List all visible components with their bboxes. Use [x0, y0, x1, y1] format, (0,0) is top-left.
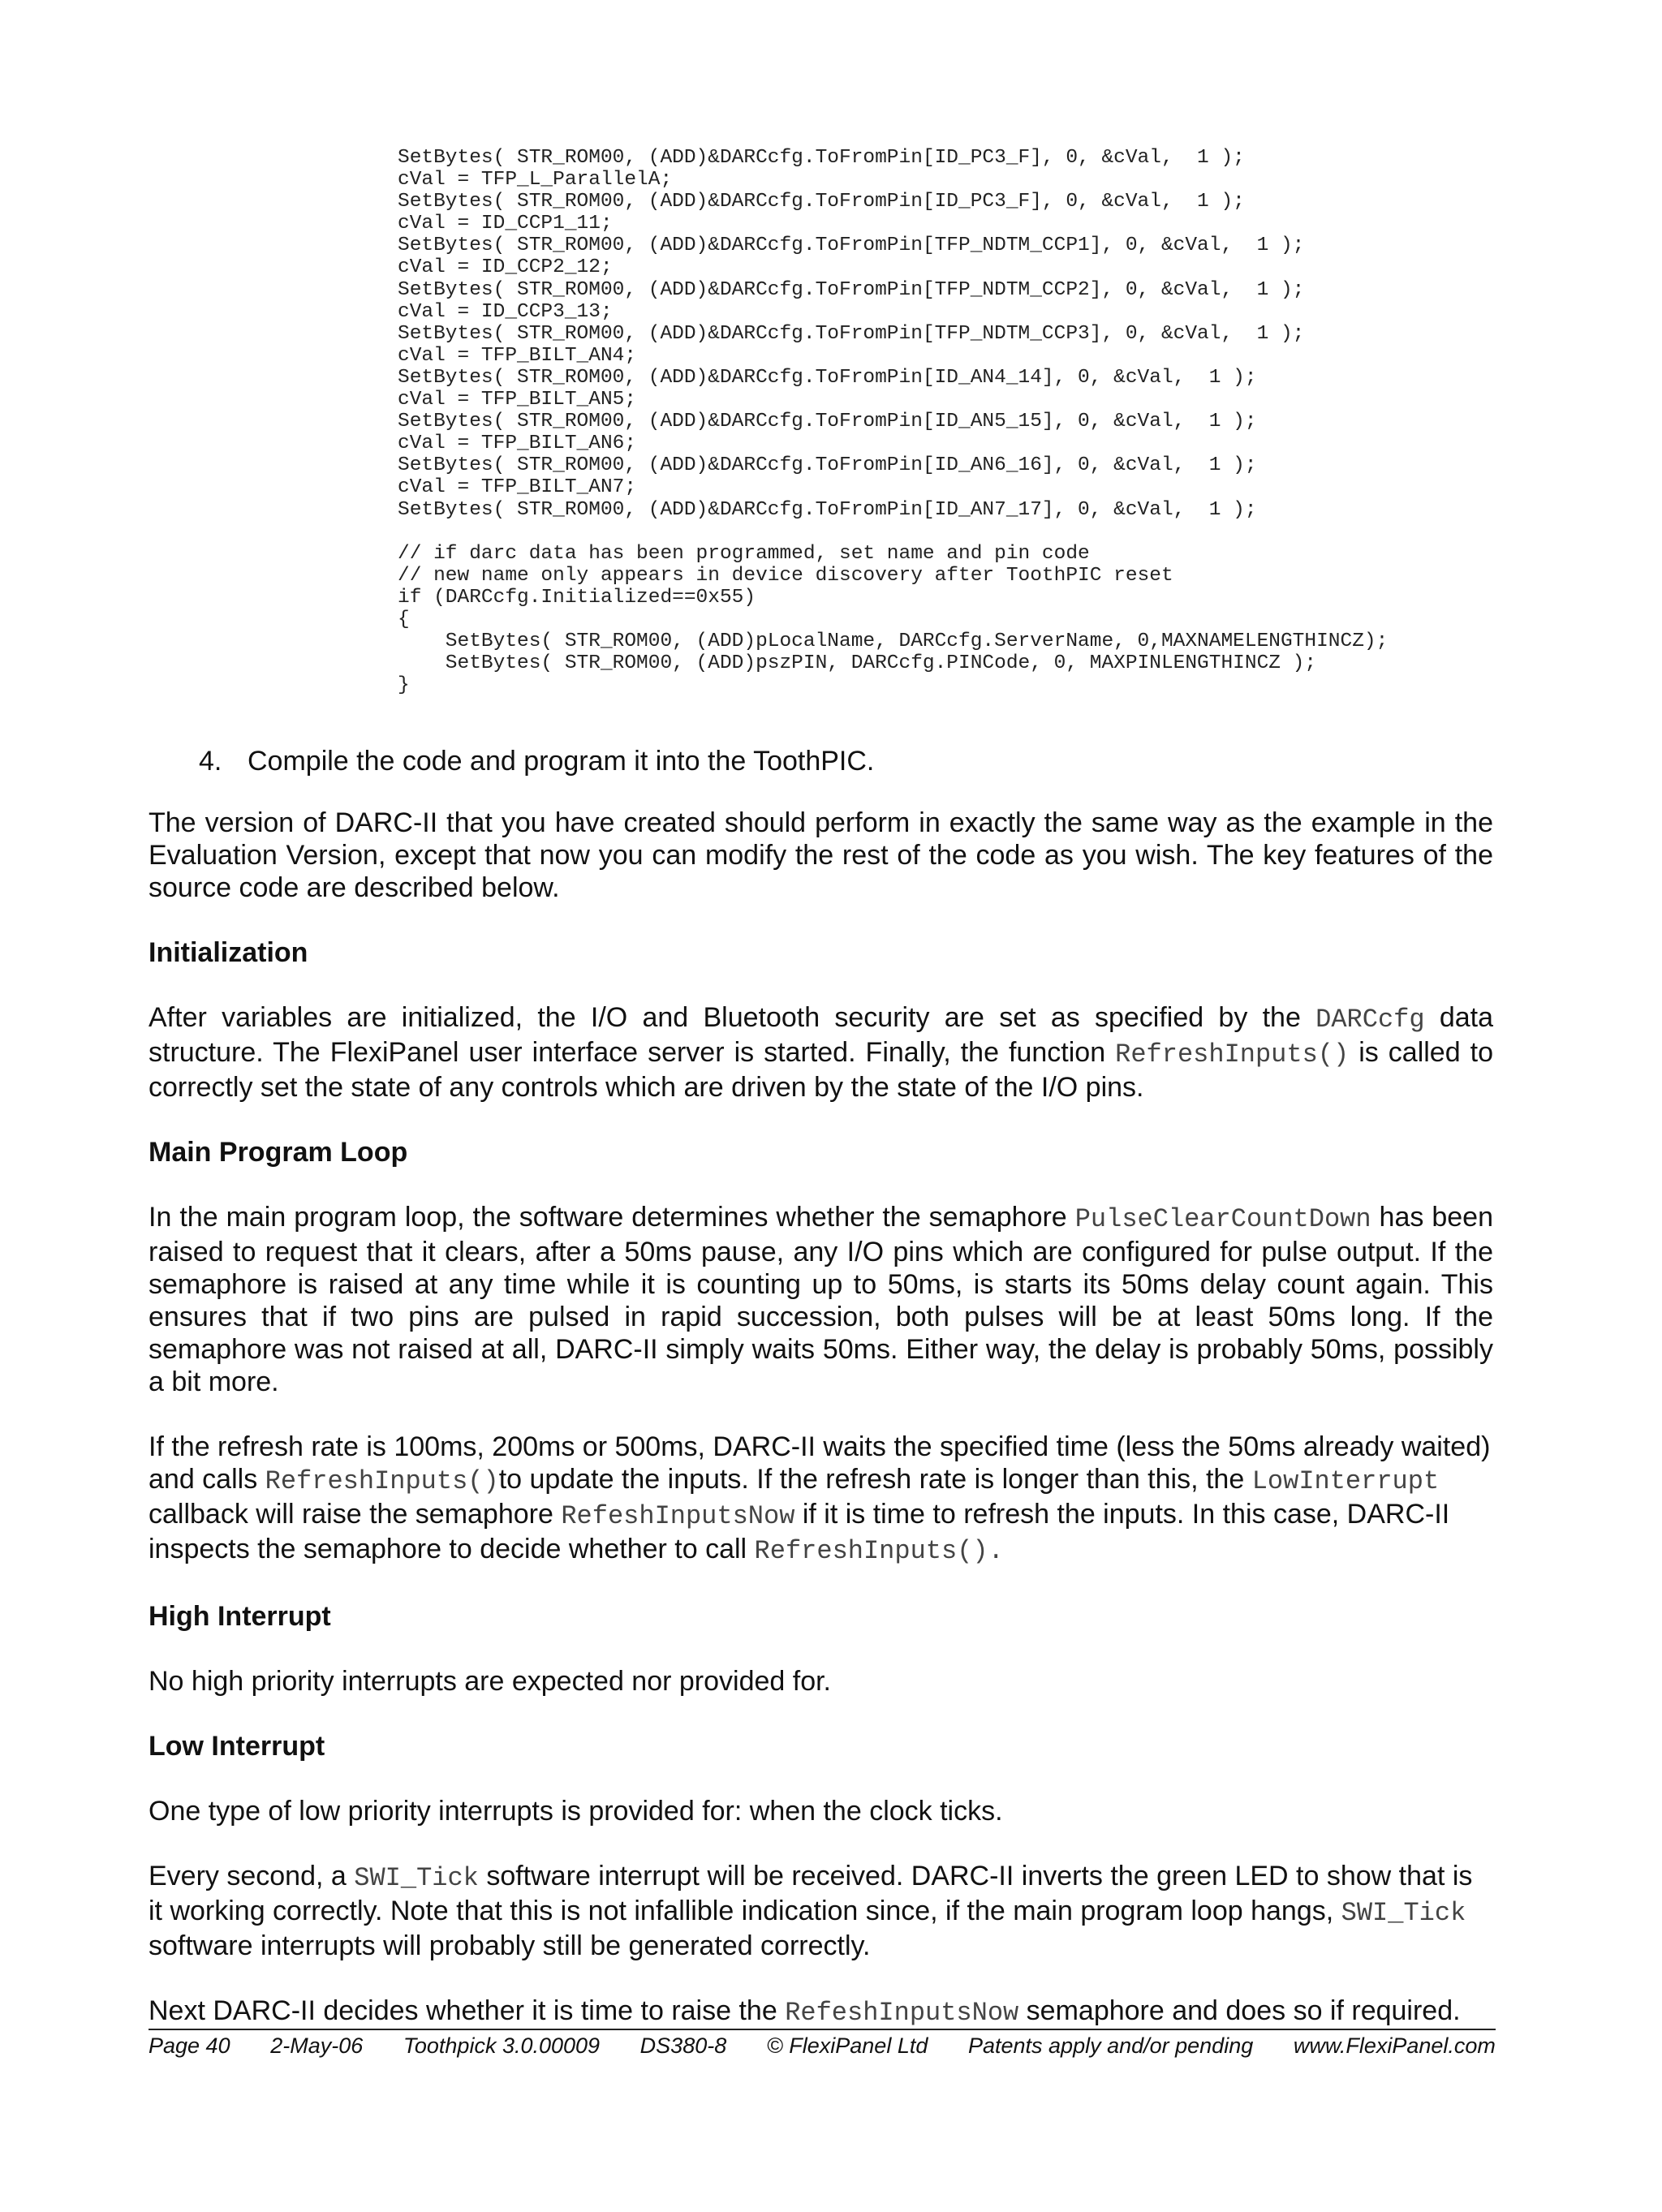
heading-low-interrupt: Low Interrupt [149, 1731, 325, 1762]
footer-page-number: Page 40 [149, 2033, 230, 2058]
footer-product: Toothpick 3.0.00009 [403, 2033, 601, 2058]
code-ref: RefreshInputs(). [754, 1536, 1004, 1566]
step-number: 4. [199, 746, 222, 777]
code-line: } [398, 674, 410, 697]
code-line: cVal = TFP_BILT_AN7; [398, 476, 637, 499]
body-text [149, 807, 1493, 2062]
code-ref: PulseClearCountDown [1074, 1204, 1371, 1234]
initialization-paragraph: After variables are initialized, the I/O and Bluetooth security are set as specified by the DARCcfg data structure. The FlexiPanel user interface server is started. Finally, the function RefreshInputs() is called to correctly set the state of any controls which are driven by the state of the I/O pins. [149, 1002, 1493, 1103]
code-line: cVal = TFP_BILT_AN6; [398, 433, 637, 455]
footer-copyright: © FlexiPanel Ltd [766, 2033, 928, 2058]
intro-paragraph: The version of DARC-II that you have created should perform in exactly the same way as the example in the Evaluation Version, except that now you can modify the rest of the code as you wish. The key features of the source code are described below. [149, 807, 1493, 903]
low-interrupt-paragraph-2: Every second, a SWI_Tick software interrupt will be received. DARC-II inverts the green LED to show that is it working correctly. Note that this is not infallible indication since, if the main program loop hangs, SWI_Tick software interrupts will probably still be generated correctly. [149, 1861, 1473, 1961]
code-line: if (DARCcfg.Initialized==0x55) [398, 586, 756, 609]
code-line: cVal = ID_CCP3_13; [398, 300, 613, 323]
code-line: SetBytes( STR_ROM00, (ADD)&DARCcfg.ToFromPin[ID_AN6_16], 0, &cVal, 1 ); [398, 454, 1257, 477]
step-text: Compile the code and program it into the ToothPIC. [248, 746, 875, 777]
code-line: SetBytes( STR_ROM00, (ADD)&DARCcfg.ToFromPin[ID_AN5_15], 0, &cVal, 1 ); [398, 411, 1257, 433]
footer-website: www.FlexiPanel.com [1293, 2033, 1496, 2058]
code-listing [398, 147, 1388, 696]
code-ref: DARCcfg [1315, 1005, 1425, 1035]
heading-initialization: Initialization [149, 937, 308, 968]
code-ref: SWI_Tick [354, 1863, 479, 1893]
code-line: cVal = TFP_BILT_AN4; [398, 344, 637, 367]
low-interrupt-paragraph-3: Next DARC-II decides whether it is time to raise the RefeshInputsNow semaphore and does so if required. [149, 1995, 1461, 2028]
code-line: { [398, 608, 410, 630]
code-line: cVal = TFP_L_ParallelA; [398, 169, 673, 192]
main-loop-paragraph-2: If the refresh rate is 100ms, 200ms or 500ms, DARC-II waits the specified time (less the 50ms already waited) and calls RefreshInputs()to update the inputs. If the refresh rate is longer than this, the LowInterrupt callback will raise the semaphore RefeshInputsNow if it is time to refresh the inputs. In this case, DARC-II inspects the semaphore to decide whether to call RefreshInputs(). [149, 1431, 1491, 1566]
heading-high-interrupt: High Interrupt [149, 1601, 331, 1632]
code-ref: SWI_Tick [1341, 1898, 1466, 1928]
code-line: cVal = TFP_BILT_AN5; [398, 389, 637, 411]
code-line: SetBytes( STR_ROM00, (ADD)pszPIN, DARCcfg.PINCode, 0, MAXPINLENGTHINCZ ); [398, 652, 1317, 675]
code-line: cVal = ID_CCP1_11; [398, 213, 613, 235]
low-interrupt-paragraph-1: One type of low priority interrupts is provided for: when the clock ticks. [149, 1796, 1003, 1827]
footer-doc-id: DS380-8 [639, 2033, 727, 2058]
footer-divider [149, 2029, 1496, 2030]
code-line: cVal = ID_CCP2_12; [398, 256, 613, 279]
code-ref: RefreshInputs() [1115, 1039, 1350, 1069]
high-interrupt-paragraph: No high priority interrupts are expected nor provided for. [149, 1666, 832, 1697]
code-ref: RefreshInputs() [265, 1466, 499, 1496]
numbered-step [199, 745, 874, 777]
code-ref: LowInterrupt [1251, 1466, 1440, 1496]
code-line: SetBytes( STR_ROM00, (ADD)&DARCcfg.ToFromPin[TFP_NDTM_CCP1], 0, &cVal, 1 ); [398, 235, 1305, 257]
code-ref: RefeshInputsNow [561, 1501, 795, 1531]
code-comment: // new name only appears in device discovery after ToothPIC reset [398, 564, 1173, 587]
code-line: SetBytes( STR_ROM00, (ADD)&DARCcfg.ToFromPin[TFP_NDTM_CCP3], 0, &cVal, 1 ); [398, 322, 1305, 345]
footer-patents: Patents apply and/or pending [967, 2033, 1254, 2058]
code-line: SetBytes( STR_ROM00, (ADD)&DARCcfg.ToFromPin[ID_AN7_17], 0, &cVal, 1 ); [398, 498, 1257, 521]
code-comment: // if darc data has been programmed, set name and pin code [398, 542, 1090, 565]
heading-main-loop: Main Program Loop [149, 1137, 408, 1168]
page-footer [149, 2032, 1496, 2059]
code-line: SetBytes( STR_ROM00, (ADD)&DARCcfg.ToFromPin[ID_PC3_F], 0, &cVal, 1 ); [398, 147, 1245, 169]
code-line: SetBytes( STR_ROM00, (ADD)&DARCcfg.ToFromPin[TFP_NDTM_CCP2], 0, &cVal, 1 ); [398, 278, 1305, 301]
footer-date: 2-May-06 [270, 2033, 364, 2058]
code-line: SetBytes( STR_ROM00, (ADD)&DARCcfg.ToFromPin[ID_PC3_F], 0, &cVal, 1 ); [398, 191, 1245, 213]
code-ref: RefeshInputsNow [785, 1998, 1019, 2028]
code-line: SetBytes( STR_ROM00, (ADD)&DARCcfg.ToFromPin[ID_AN4_14], 0, &cVal, 1 ); [398, 366, 1257, 389]
main-loop-paragraph-1: In the main program loop, the software determines whether the semaphore PulseClearCountDown has been raised to request that it clears, after a 50ms pause, any I/O pins which are configured for pulse output. If the semaphore is raised at any time while it is counting up to 50ms, is starts its 50ms delay count again. This ensures that if two pins are pulsed in rapid succession, both pulses will be at least 50ms long. If the semaphore was not raised at all, DARC-II simply waits 50ms. Either way, the delay is probably 50ms, possibly a bit more. [149, 1202, 1493, 1397]
code-line: SetBytes( STR_ROM00, (ADD)pLocalName, DARCcfg.ServerName, 0,MAXNAMELENGTHINCZ); [398, 630, 1389, 653]
